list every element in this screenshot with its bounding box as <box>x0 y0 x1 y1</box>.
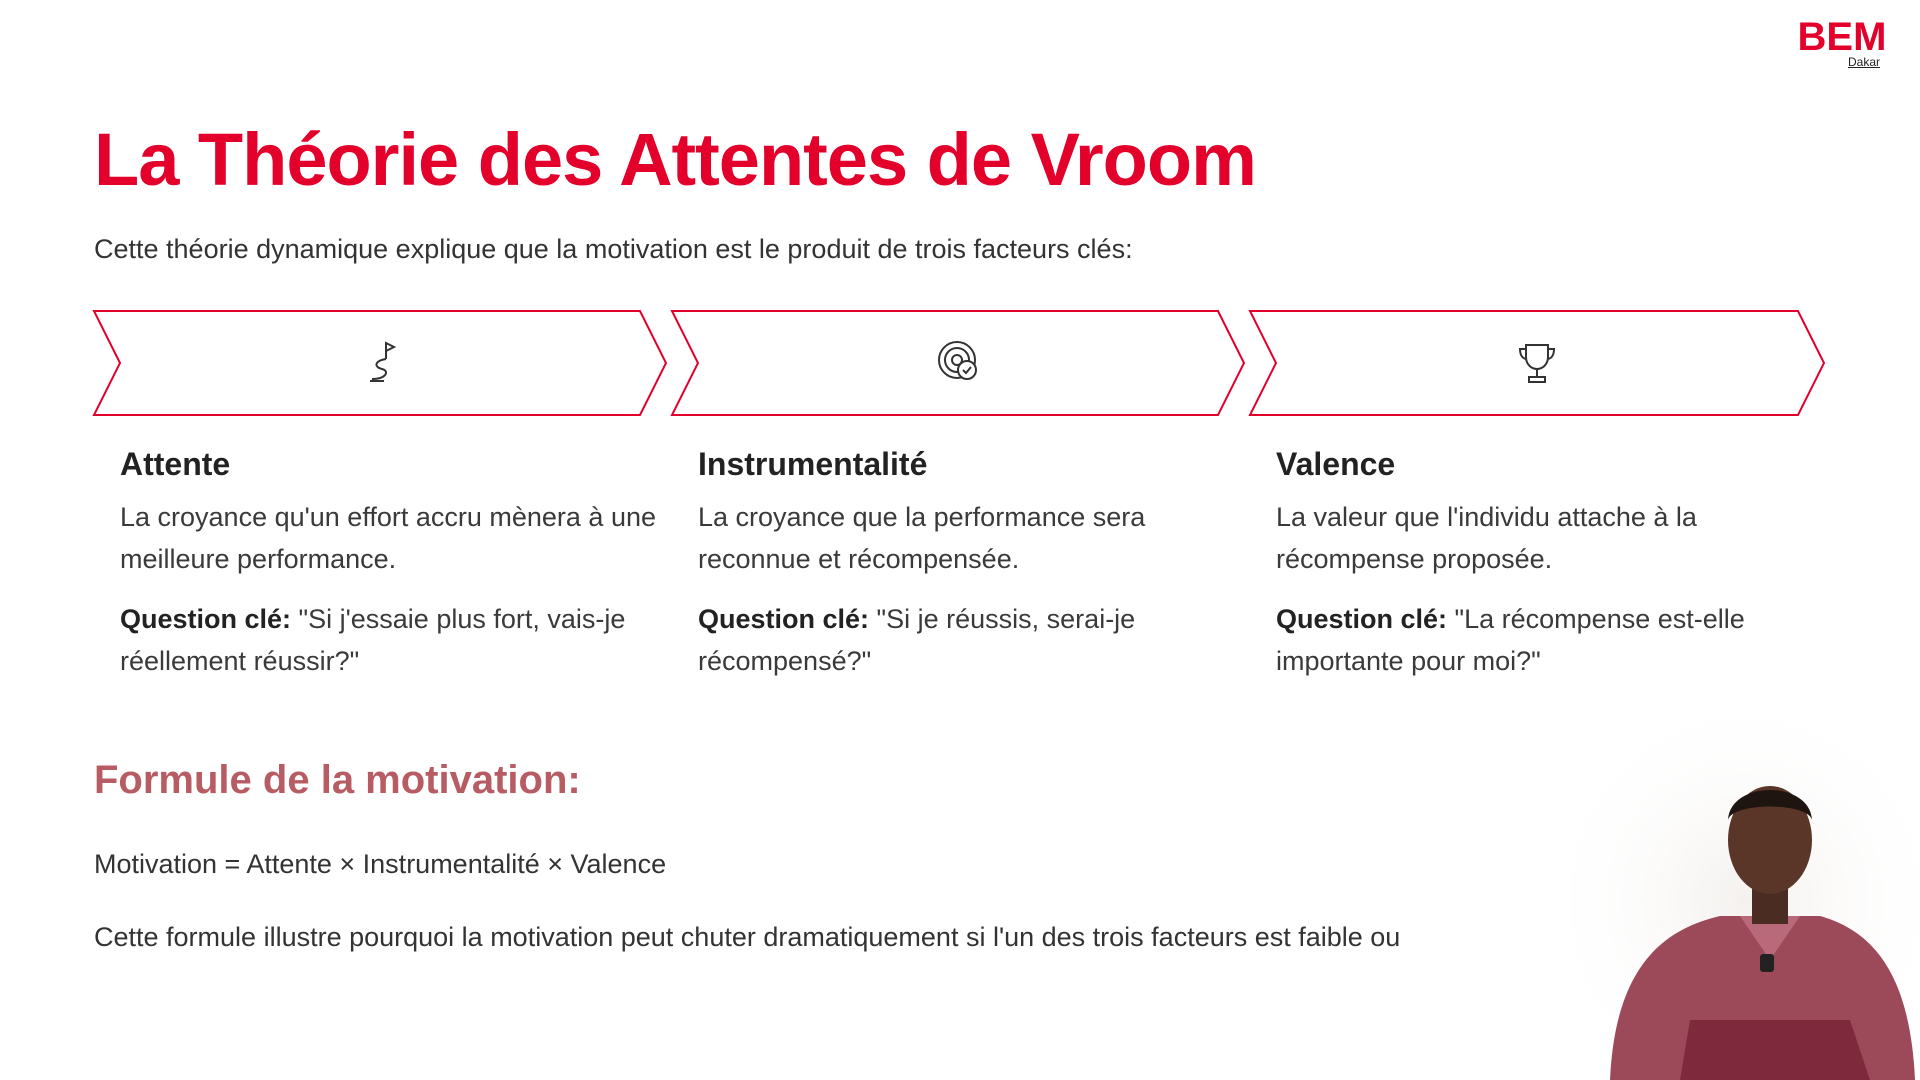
logo-sub-text: Dakar <box>1847 55 1880 69</box>
presenter-video <box>1570 720 1920 1080</box>
factor-title: Attente <box>120 446 231 482</box>
factor-description: La croyance que la performance sera reconnue et récompensée. <box>698 502 1146 574</box>
trophy-icon <box>1512 337 1562 387</box>
factor-title: Valence <box>1276 446 1396 482</box>
factor-question <box>1276 598 1816 682</box>
question-label: Question clé: <box>120 604 292 634</box>
question-label: Question clé: <box>1276 604 1448 634</box>
path-flag-icon <box>356 337 406 387</box>
factor-question <box>120 598 660 682</box>
formula-text: Motivation = Attente × Instrumentalité × Valence <box>94 849 667 879</box>
factor-attente <box>120 444 660 682</box>
logo-main-text: BEM <box>1797 15 1887 59</box>
target-check-icon <box>934 337 984 387</box>
question-text: "Si j'essaie plus fort, vais-je réellement réussir?" <box>120 604 626 676</box>
question-text: "Si je réussis, serai-je récompensé?" <box>698 604 1136 676</box>
factor-description: La croyance qu'un effort accru mènera à une meilleure performance. <box>120 502 656 574</box>
formula-heading: Formule de la motivation: <box>94 758 581 802</box>
formula-explanation: Cette formule illustre pourquoi la motivation peut chuter dramatiquement si l'un des trois facteurs est faible ou <box>94 922 1401 952</box>
page-title: La Théorie des Attentes de Vroom <box>94 118 1256 201</box>
factor-question <box>698 598 1238 682</box>
factor-description: La valeur que l'individu attache à la récompense proposée. <box>1276 502 1697 574</box>
question-label: Question clé: <box>698 604 870 634</box>
question-text: "La récompense est-elle importante pour moi?" <box>1276 604 1745 676</box>
factor-title: Instrumentalité <box>698 446 928 482</box>
factor-instrumentalite <box>698 444 1238 682</box>
intro-text: Cette théorie dynamique explique que la motivation est le produit de trois facteurs clés: <box>94 234 1133 264</box>
bem-logo <box>1792 15 1892 69</box>
factor-valence <box>1276 444 1816 682</box>
